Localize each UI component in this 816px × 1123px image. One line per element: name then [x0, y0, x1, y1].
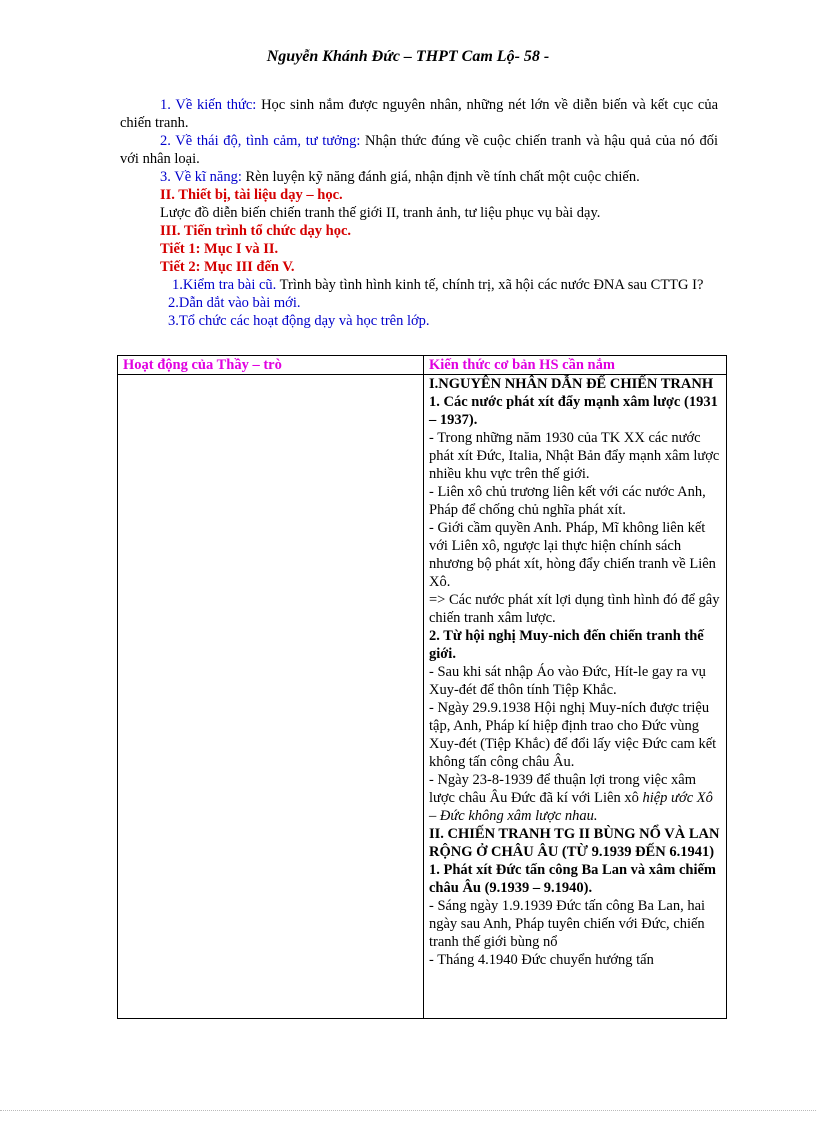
paragraph: - Sau khi sát nhập Áo vào Đức, Hít-le gay ra vụ Xuy-đét để thôn tính Tiệp Khắc. [429, 664, 706, 698]
paragraph: - Ngày 29.9.1938 Hội nghị Muy-ních được triệu tập, Anh, Pháp kí hiệp định trao cho Đức vùng Xuy-đét (Tiệp Khắc) để đổi lấy việc Đức cam kết không tấn công châu Âu. [429, 700, 717, 770]
paragraph: - Trong những năm 1930 của TK XX các nước phát xít Đức, Italia, Nhật Bản đẩy mạnh xâm lược nhiều khu vực trên thế giới. [429, 430, 720, 482]
period-2: Tiết 2: Mục III đến V. [160, 259, 295, 275]
table-row [118, 375, 727, 1019]
knowledge-cell [424, 375, 727, 1019]
section-process-title: III. Tiến trình tổ chức dạy học. [160, 223, 352, 239]
table-header-row [118, 356, 727, 375]
objective-attitude [120, 132, 718, 168]
step-review [120, 276, 718, 294]
paragraph: - Sáng ngày 1.9.1939 Đức tấn công Ba Lan, hai ngày sau Anh, Pháp tuyên chiến với Đức, chiến tranh thế giới bùng nổ [429, 898, 706, 950]
objective-label: 3. Về kĩ năng: [160, 169, 242, 185]
paragraph: - Liên xô chủ trương liên kết với các nước Anh, Pháp để chống chủ nghĩa phát xít. [429, 484, 706, 518]
objective-label: 2. Về thái độ, tình cảm, tư tưởng: [160, 133, 361, 149]
page-bottom-edge [0, 1110, 816, 1111]
paragraph: - Giới cầm quyền Anh. Pháp, Mĩ không liên kết với Liên xô, ngược lại thực hiện chính sách nhương bộ phát xít, hòng đẩy chiến tranh về Liên Xô. [429, 520, 716, 590]
paragraph [429, 771, 722, 825]
lesson-table [117, 355, 727, 1019]
lesson-intro [120, 96, 718, 330]
step-introduce [120, 294, 718, 312]
step-label: 1.Kiểm tra bài cũ. [172, 277, 277, 293]
objective-label: 1. Về kiến thức: [160, 97, 257, 113]
paragraph-italic: hiệp ước Xô – Đức không xâm lược nhau. [429, 790, 713, 824]
step-activities [120, 312, 718, 330]
subsection-title: 1. Phát xít Đức tấn công Ba Lan và xâm chiếm châu Âu (9.1939 – 9.1940). [429, 862, 717, 896]
section-title: II. CHIẾN TRANH TG II BÙNG NỔ VÀ LAN RỘNG Ở CHÂU ÂU (TỪ 9.1939 ĐẾN 6.1941) [429, 826, 720, 860]
column-header-knowledge: Kiến thức cơ bản HS cần nắm [424, 356, 727, 375]
paragraph-text: - Ngày 23-8-1939 để thuận lợi trong việc xâm lược châu Âu Đức đã kí với Liên xô [429, 772, 696, 806]
step-label: 2.Dẫn dắt vào bài mới. [168, 295, 301, 311]
paragraph: => Các nước phát xít lợi dụng tình hình đó để gây chiến tranh xâm lược. [429, 592, 720, 626]
objective-text: Nhận thức đúng về cuộc chiến tranh và hậu quả của nó đối với nhân loại. [120, 133, 718, 167]
objective-skill [120, 168, 718, 186]
objective-text: Học sinh nắm được nguyên nhân, những nét lớn về diễn biến và kết cục của chiến tranh. [120, 97, 719, 131]
objective-knowledge [120, 96, 718, 132]
step-label: 3.Tổ chức các hoạt động dạy và học trên lớp. [168, 313, 430, 329]
paragraph: - Tháng 4.1940 Đức chuyển hướng tấn [429, 952, 654, 968]
section-equipment-text: Lược đồ diễn biến chiến tranh thế giới II, tranh ảnh, tư liệu phục vụ bài dạy. [160, 205, 601, 221]
section-title: I.NGUYÊN NHÂN DẪN ĐẾ CHIẾN TRANH [429, 376, 714, 392]
step-text: Trình bày tình hình kinh tế, chính trị, xã hội các nước ĐNA sau CTTG I? [276, 277, 704, 293]
subsection-title: 1. Các nước phát xít đẩy mạnh xâm lược (1931 – 1937). [429, 394, 718, 428]
subsection-title: 2. Từ hội nghị Muy-nich đến chiến tranh thế giới. [429, 628, 704, 662]
section-equipment-title: II. Thiết bị, tài liệu dạy – học. [160, 187, 343, 203]
column-header-activities: Hoạt động của Thầy – trò [118, 356, 424, 375]
objective-text: Rèn luyện kỹ năng đánh giá, nhận định về tính chất một cuộc chiến. [241, 169, 640, 185]
page-header: Nguyễn Khánh Đức – THPT Cam Lộ- 58 - [266, 48, 550, 65]
period-1: Tiết 1: Mục I và II. [160, 241, 279, 257]
activities-cell [118, 375, 424, 1019]
